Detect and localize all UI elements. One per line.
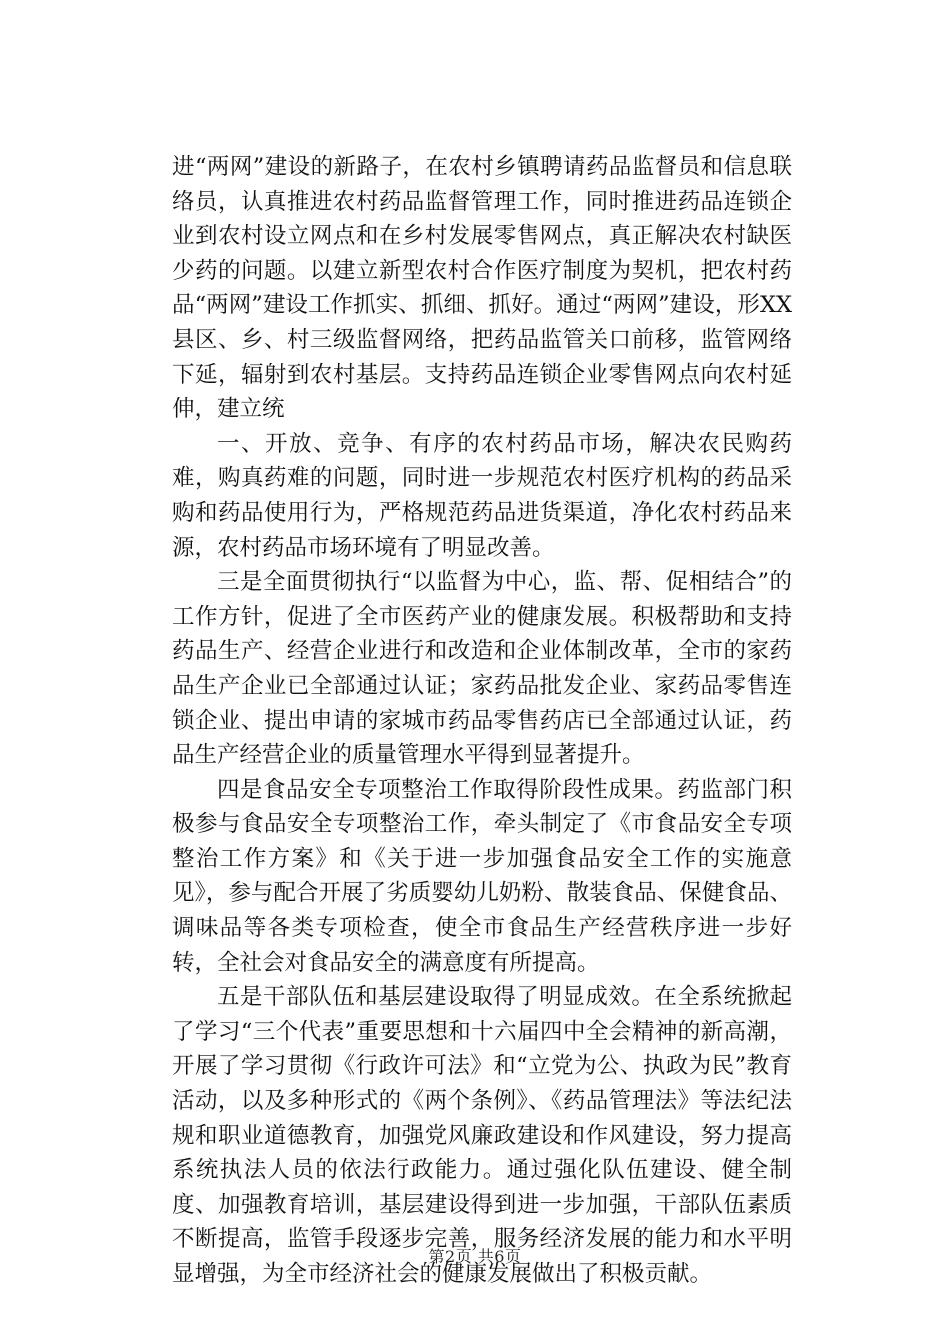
paragraph-4: 四是食品安全专项整治工作取得阶段性成果。药监部门积极参与食品安全专项整治工作，牵头制定了《市食品安全专项整治工作方案》和《关于进一步加强食品安全工作的实施意见》，参与配合开展了劣质婴幼儿奶粉、散装食品、保健食品、调味品等各类专项检查，使全市食品生产经营秩序进一步好转，全社会对食品安全的满意度有所提高。 [172,776,792,976]
document-body [172,150,792,1292]
paragraph-3: 三是全面贯彻执行“以监督为中心，监、帮、促相结合”的工作方针，促进了全市医药产业的健康发展。积极帮助和支持药品生产、经营企业进行和改造和企业体制改革，全市的家药品生产企业已全部通过认证；家药品批发企业、家药品零售连锁企业、提出申请的家城市药品零售药店已全部通过认证，药品生产经营企业的质量管理水平得到显著提升。 [172,569,792,769]
paragraph-1: 进“两网”建设的新路子，在农村乡镇聘请药品监督员和信息联络员，认真推进农村药品监督管理工作，同时推进药品连锁企业到农村设立网点和在乡村发展零售网点，真正解决农村缺医少药的问题。以建立新型农村合作医疗制度为契机，把农村药品“两网”建设工作抓实、抓细、抓好。通过“两网”建设，形XX县区、乡、村三级监督网络，把药品监管关口前移，监管网络下延，辐射到农村基层。支持药品连锁企业零售网点向农村延伸，建立统 [172,154,792,423]
paragraph-5: 五是干部队伍和基层建设取得了明显成效。在全系统掀起了学习“三个代表”重要思想和十六届四中全会精神的新高潮，开展了学习贯彻《行政许可法》和“立党为公、执政为民”教育活动，以及多种形式的《两个条例》、《药品管理法》等法纪法规和职业道德教育，加强党风廉政建设和作风建设，努力提高系统执法人员的依法行政能力。通过强化队伍建设、健全制度、加强教育培训，基层建设得到进一步加强，干部队伍素质不断提高，监管手段逐步完善，服务经济发展的能力和水平明显增强，为全市经济社会的健康发展做出了积极贡献。 [172,984,792,1287]
paragraph-2: 一、开放、竞争、有序的农村药品市场，解决农民购药难，购真药难的问题，同时进一步规范农村医疗机构的药品采购和药品使用行为，严格规范药品进货渠道，净化农村药品来源，农村药品市场环境有了明显改善。 [172,430,792,561]
page-footer: 第2页 共6页 [428,1247,522,1266]
